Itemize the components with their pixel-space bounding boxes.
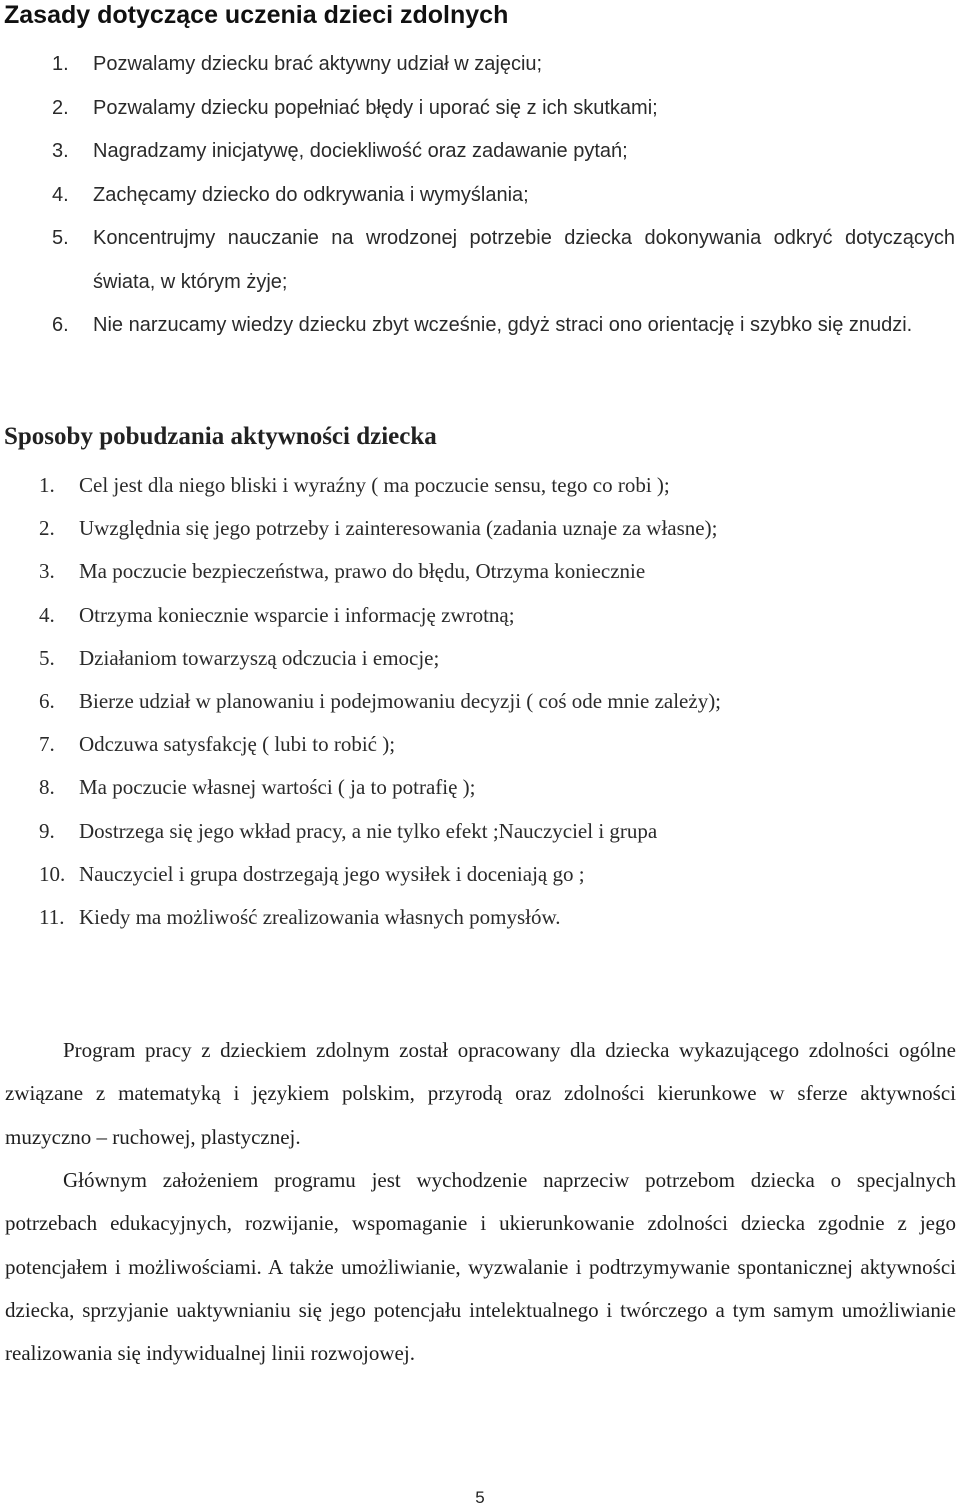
list-item-number: 5. xyxy=(39,645,55,670)
list-item xyxy=(0,304,960,348)
list-item xyxy=(0,464,960,507)
list-item-number: 4. xyxy=(52,183,69,206)
list-item-number: 3. xyxy=(52,140,69,162)
list-item-number: 1. xyxy=(39,473,55,497)
list-item xyxy=(0,550,960,593)
list-item-number: 7. xyxy=(39,732,55,757)
list-item-number: 6. xyxy=(39,689,55,714)
list-item-number: 3. xyxy=(39,559,55,584)
list-item-number: 2. xyxy=(39,516,55,541)
list-item xyxy=(0,87,960,131)
list-item xyxy=(0,766,960,809)
list-item-text: Bierze udział w planowaniu i podejmowaniu decyzji ( coś ode mnie zależy); xyxy=(79,689,722,714)
list-item xyxy=(0,130,960,174)
list-item-text: Ma poczucie własnej wartości ( ja to potrafię ); xyxy=(79,775,476,800)
list-item-text: Koncentrujmy nauczanie na wrodzonej potrzebie dziecka dokonywania odkryć dotyczących świata, w którym żyje; xyxy=(93,227,955,293)
list-item-text: Ma poczucie bezpieczeństwa, prawo do błędu, Otrzyma koniecznie xyxy=(79,559,646,584)
list-item-text: Kiedy ma możliwość zrealizowania własnych pomysłów. xyxy=(79,905,561,930)
list-item-text: Dostrzega się jego wkład pracy, a nie tylko efekt ;Nauczyciel i grupa xyxy=(79,818,658,843)
list-item xyxy=(0,507,960,550)
list-item-text: Nauczyciel i grupa dostrzegają jego wysiłek i doceniają go ; xyxy=(79,861,585,886)
list-item xyxy=(0,723,960,766)
list-item xyxy=(0,43,960,87)
list-item-text: Cel jest dla niego bliski i wyraźny ( ma poczucie sensu, tego co robi ); xyxy=(79,473,670,497)
list-item-number: 11. xyxy=(39,905,65,930)
list-item-number: 9. xyxy=(39,818,55,843)
list-item xyxy=(0,174,960,218)
activation-list xyxy=(0,464,960,939)
list-item-number: 10. xyxy=(39,861,66,886)
list-item-text: Nagradzamy inicjatywę, dociekliwość oraz zadawanie pytań; xyxy=(93,140,628,162)
list-item-number: 8. xyxy=(39,775,55,800)
list-item-text: Działaniom towarzyszą odczucia i emocje; xyxy=(79,645,440,670)
page-number: 5 xyxy=(475,1488,485,1507)
list-item xyxy=(0,896,960,939)
list-item-text: Odczuwa satysfakcję ( lubi to robić ); xyxy=(79,732,396,757)
section-title-activation: Sposoby pobudzania aktywności dziecka xyxy=(4,423,437,450)
section-title-rules: Zasady dotyczące uczenia dzieci zdolnych xyxy=(4,1,509,29)
list-item-text: Pozwalamy dziecku brać aktywny udział w zajęciu; xyxy=(93,53,543,75)
list-item-number: 1. xyxy=(52,53,69,75)
list-item-number: 5. xyxy=(52,227,69,249)
list-item xyxy=(0,217,960,304)
list-item-number: 6. xyxy=(52,314,69,336)
program-description-paragraph: Program pracy z dzieckiem zdolnym został opracowany dla dziecka wykazującego zdolności ogólne związane z matematyką i językiem polskim, przyrodą oraz zdolności kierunkowe w sferze aktywności muzyczno – ruchowej, plastycznej. xyxy=(5,1038,956,1149)
list-item-number: 2. xyxy=(52,96,69,119)
list-item-text: Nie narzucamy wiedzy dziecku zbyt wcześnie, gdyż straci ono orientację i szybko się znudzi. xyxy=(93,314,913,336)
program-goal-paragraph: Głównym założeniem programu jest wychodzenie naprzeciw potrzebom dziecka o specjalnych potrzebach edukacyjnych, rozwijanie, wspomaganie i ukierunkowanie zdolności dziecka zgodnie z jego potencjałem i możliwościami. A także umożliwianie, wyzwalanie i podtrzymywanie spontanicznej aktywności dziecka, sprzyjanie uaktywnianiu się jego potencjału intelektualnego i twórczego a tym samym umożliwianie realizowania się indywidualnej linii rozwojowej. xyxy=(5,1168,956,1366)
rules-list xyxy=(0,43,960,348)
list-item xyxy=(0,810,960,853)
list-item xyxy=(0,637,960,680)
list-item-text: Pozwalamy dziecku popełniać błędy i uporać się z ich skutkami; xyxy=(93,96,658,119)
list-item xyxy=(0,680,960,723)
list-item-text: Zachęcamy dziecko do odkrywania i wymyślania; xyxy=(93,183,529,206)
list-item-text: Otrzyma koniecznie wsparcie i informację zwrotną; xyxy=(79,602,515,627)
list-item-text: Uwzględnia się jego potrzeby i zainteresowania (zadania uznaje za własne); xyxy=(79,516,718,541)
list-item-number: 4. xyxy=(39,602,55,627)
list-item xyxy=(0,853,960,896)
list-item xyxy=(0,594,960,637)
